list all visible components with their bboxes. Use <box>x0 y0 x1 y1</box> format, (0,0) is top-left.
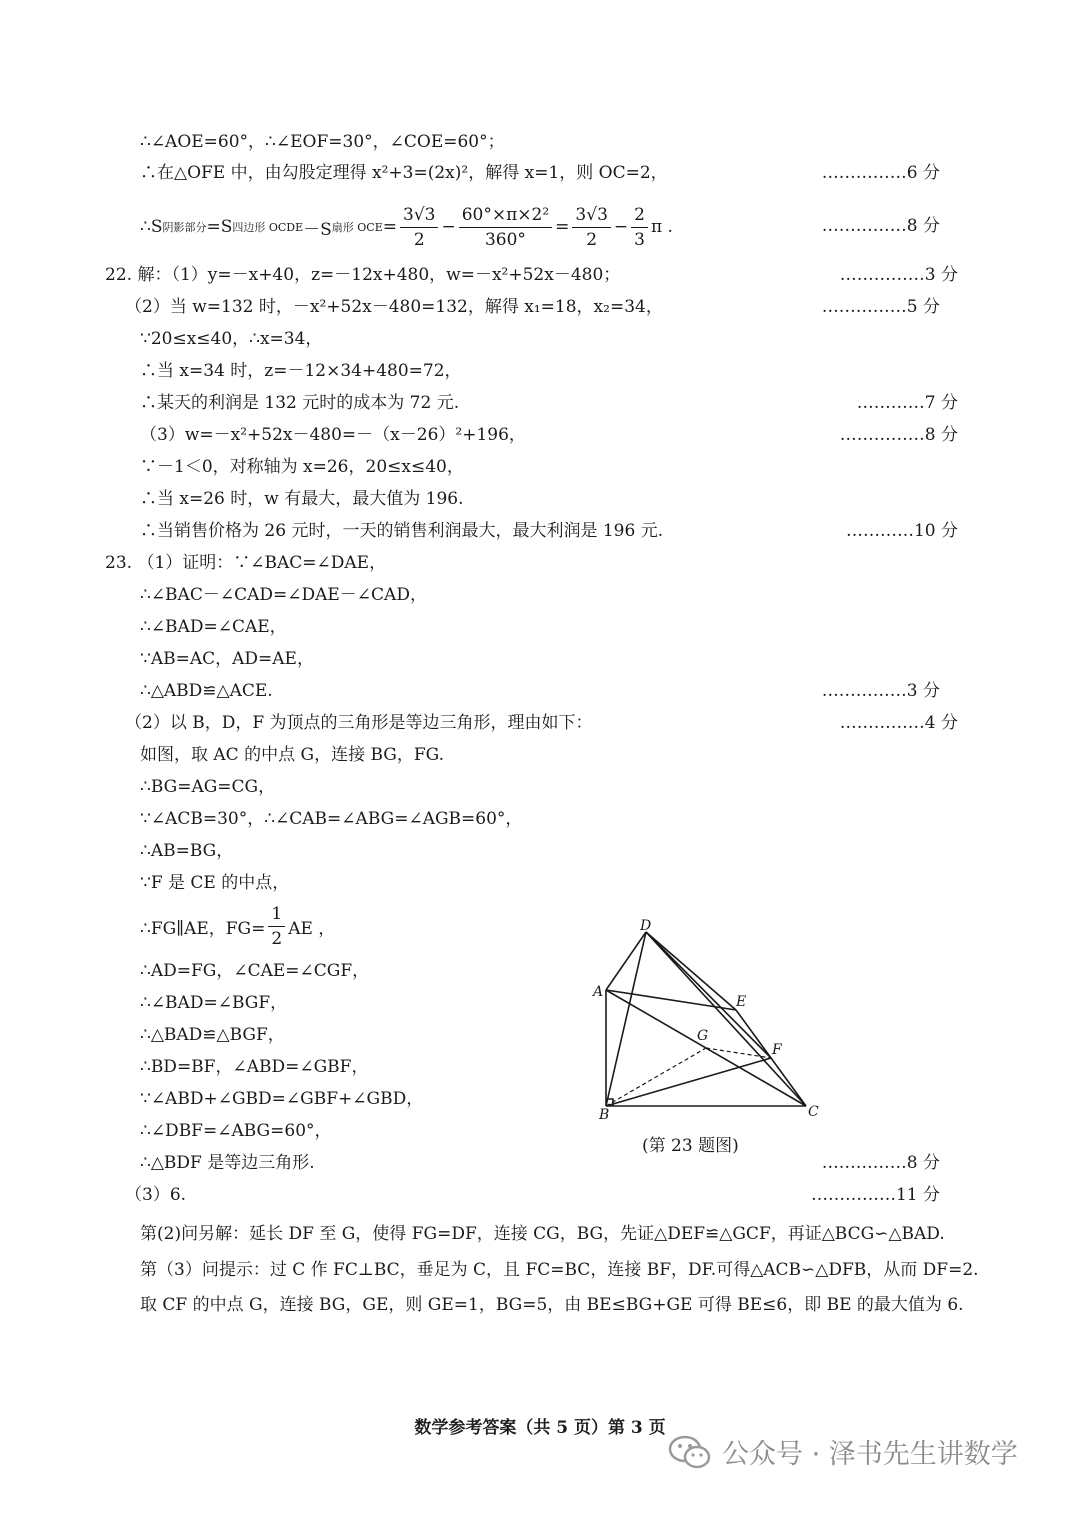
score-marker: ……………3 分 <box>839 265 958 285</box>
label-C: C <box>808 1104 819 1120</box>
figure-caption: (第 23 题图) <box>642 1136 739 1156</box>
label-G: G <box>697 1028 709 1044</box>
answer-line: ∴∠BAC－∠CAD=∠DAE－∠CAD， <box>140 585 427 605</box>
answer-line: ∵－1＜0，对称轴为 x=26，20≤x≤40， <box>140 457 464 477</box>
formula-lead: ∴S <box>140 217 163 237</box>
answer-line: ∵F 是 CE 的中点， <box>140 873 290 893</box>
answer-line: ∵AB=AC，AD=AE， <box>140 649 314 669</box>
wechat-icon <box>668 1433 712 1471</box>
answer-line: （3）w=－x²+52x－480=－（x－26）²+196， <box>140 425 526 445</box>
answer-line: ∴AB=BG， <box>140 841 234 861</box>
fraction-1: $\frac{3√3}{2}$ <box>400 203 438 252</box>
score-marker: …………7 分 <box>856 393 958 413</box>
segment-BF <box>606 1058 771 1106</box>
answer-line: ∵20≤x≤40，∴x=34， <box>140 329 323 349</box>
answer-line: ∴当 x=34 时，z=－12×34+480=72， <box>140 361 462 381</box>
answer-line: ∴∠AOE=60°，∴∠EOF=30°，∠COE=60°； <box>140 132 505 152</box>
answer-line: ∴某天的利润是 132 元时的成本为 72 元. <box>140 393 460 413</box>
answer-line: ∴BD=BF，∠ABD=∠GBF， <box>140 1057 369 1077</box>
formula-tail: π . <box>650 217 673 237</box>
label-F: F <box>772 1042 782 1058</box>
shaded-area-formula <box>140 197 700 257</box>
answer-line: 22. 解：（1）y=－x+40，z=－12x+480，w=－x²+52x－480； <box>105 265 621 285</box>
segment-BG <box>606 1048 706 1106</box>
segment-BD <box>606 932 646 1106</box>
answer-line: ∴∠BAD=∠BGF， <box>140 993 288 1013</box>
formula-op1: − <box>441 217 456 237</box>
answer-line: ∴在△OFE 中，由勾股定理得 x²+3=(2x)²，解得 x=1，则 OC=2， <box>140 163 668 183</box>
segment-DC <box>646 932 806 1106</box>
score-marker: …………10 分 <box>845 521 958 541</box>
answer-line: ∴△BDF 是等边三角形. <box>140 1153 315 1173</box>
part3-hint: 第（3）问提示：过 C 作 FC⊥BC，垂足为 C，且 FC=BC，连接 BF，DF.可得△ACB∽△DFB，从而 DF=2.取 CF 的中点 G，连接 BG，GE，则 GE=1，BG=5，由 BE≤BG+GE 可得 BE≤6，即 BE 的最大值为 6. <box>140 1260 979 1315</box>
fraction-2: $\frac{\text{60°×π×2²}}{360^\circ}$ <box>459 203 552 252</box>
label-E: E <box>736 994 747 1010</box>
answer-line: ∴当 x=26 时，w 有最大，最大值为 196. <box>140 489 464 509</box>
score-marker: ……………8 分 <box>821 216 940 236</box>
label-B: B <box>599 1107 610 1123</box>
answer-line: ∵∠ABD+∠GBD=∠GBF+∠GBD， <box>140 1089 424 1109</box>
score-marker: ……………11 分 <box>810 1185 940 1205</box>
fraction-4: $\frac{2}{3}$ <box>631 203 648 252</box>
formula-op2: − <box>613 217 629 237</box>
score-marker: ……………4 分 <box>839 713 958 733</box>
answer-line: ∴AD=FG，∠CAE=∠CGF， <box>140 961 370 981</box>
answer-line: ∴BG=AG=CG， <box>140 777 276 797</box>
answer-line: ∵∠ACB=30°，∴∠CAB=∠ABG=∠AGB=60°， <box>140 809 523 829</box>
answer-line: （2）以 B，D，F 为顶点的三角形是等边三角形，理由如下： <box>125 713 593 733</box>
answer-line: ∴△BAD≌△BGF， <box>140 1025 285 1045</box>
answer-line: 23. （1）证明：∵∠BAC=∠DAE， <box>105 553 387 573</box>
answer-line: ∴当销售价格为 26 元时，一天的销售利润最大，最大利润是 196 元. <box>140 521 664 541</box>
alternate-solution: 第(2)问另解：延长 DF 至 G，使得 FG=DF，连接 CG，BG，先证△DEF≌△GCF，再证△BCG∽△BAD. <box>140 1224 945 1244</box>
formula-eq1: =S <box>206 217 233 237</box>
formula-sub-quad: 四边形 OCDE <box>232 221 304 234</box>
watermark-text: 公众号 · 泽书先生讲数学 <box>722 1439 1018 1470</box>
segment-DF <box>646 932 771 1058</box>
answer-line: （2）当 w=132 时，－x²+52x－480=132，解得 x₁=18，x₂=34， <box>125 297 663 317</box>
fraction-3: $\frac{3√3}{2}$ <box>572 203 610 252</box>
answer-line: ∴∠DBF=∠ABG=60°， <box>140 1121 332 1141</box>
answer-line: （3）6. <box>125 1185 187 1205</box>
answer-line: ∴△ABD≌△ACE. <box>140 681 273 701</box>
answer-line: ∴∠BAD=∠CAE， <box>140 617 287 637</box>
score-marker: ……………8 分 <box>821 1153 940 1173</box>
score-marker: ……………8 分 <box>839 425 958 445</box>
watermark <box>668 1432 1018 1471</box>
fg-tail: AE ， <box>288 918 336 939</box>
formula-eq2: = <box>382 217 398 237</box>
fraction-half: $\frac{1}{2}$ <box>268 902 285 951</box>
score-marker: ……………3 分 <box>821 681 940 701</box>
fg-half-ae-line <box>140 898 440 954</box>
formula-eq3: = <box>555 217 570 237</box>
fg-lead: ∴FG∥AE，FG= <box>140 918 266 939</box>
score-marker: ……………5 分 <box>821 297 940 317</box>
label-A: A <box>593 984 604 1000</box>
label-D: D <box>640 918 652 934</box>
page-footer: 数学参考答案（共 5 页）第 3 页 <box>414 1418 666 1438</box>
formula-minus: －S <box>303 219 332 240</box>
score-marker: ……………6 分 <box>821 163 940 183</box>
answer-line: 如图，取 AC 的中点 G，连接 BG，FG. <box>140 745 445 765</box>
formula-sub-shadow: 阴影部分 <box>162 221 207 234</box>
formula-sub-sector: 扇形 OCE <box>331 221 383 234</box>
geometry-figure-23 <box>590 918 830 1123</box>
